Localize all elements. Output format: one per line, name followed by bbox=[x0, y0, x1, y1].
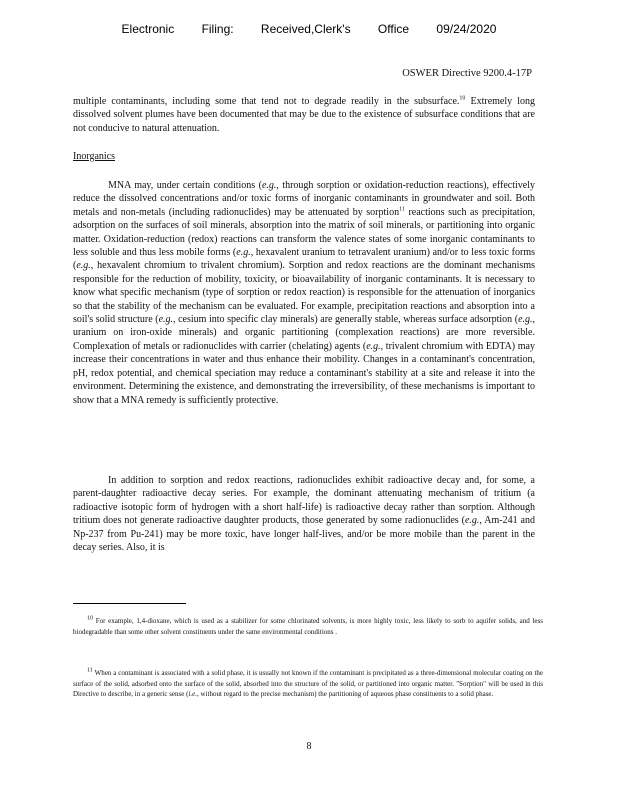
paragraph-text: reactions such as precipitation, adsorption on the surfaces of soil minerals, absorption into the matrix of soil minerals, or partitioning into organic matter. Oxidation-reduction (redox) reactions can transform the valence states of some inorganic contaminants to less soluble and thus less mobile forms ( bbox=[73, 206, 535, 259]
banner-word-received: Received,Clerk's bbox=[260, 22, 351, 36]
footnote-text: When a contaminant is associated with a solid phase, it is usually not known if the contaminant is precipitated as a three-dimensional molecular coating on the surface of the solid, adsorbed onto the surface of the solid, absorbed into the structure of the solid, or partitioned into organic matter. "Sorption" will be used in this Directive to describe, in a generic sense ( bbox=[73, 669, 543, 699]
eg-abbrev: e.g. bbox=[76, 260, 91, 272]
banner-word-filing: Filing: bbox=[201, 22, 234, 36]
footnote-10 bbox=[73, 616, 543, 637]
eg-abbrev: e.g. bbox=[518, 314, 533, 326]
eg-abbrev: e.g. bbox=[261, 180, 277, 191]
paragraph-text: , through sorption or oxidation-reduction reactions), effectively reduce the dissolved concentrations and/or toxic forms of inorganic contaminants in groundwater and soil. Both metals and non-metals (including radionuclides) may be attenuated by sorption bbox=[73, 180, 535, 218]
paragraph-text: multiple contaminants, including some that tend not to degrade readily in the subsurface. bbox=[73, 96, 460, 107]
directive-number: OSWER Directive 9200.4-17P bbox=[402, 68, 532, 79]
filing-banner bbox=[0, 22, 618, 36]
paragraph-radionuclides bbox=[73, 474, 535, 554]
footnote-text: , without regard to the precise mechanism) the partitioning of aqueous phase constituents to a solid phase. bbox=[197, 690, 494, 699]
footnote-ref-10[interactable]: 10 bbox=[459, 95, 466, 102]
footnote-text: For example, 1,4-dioxane, which is used as a stabilizer for some chlorinated solvents, is more highly toxic, less likely to sorb to aquifer solids, and less biodegradable than some other solvent constituents under the same environmental conditions . bbox=[73, 617, 543, 636]
banner-date: 09/24/2020 bbox=[436, 22, 497, 36]
paragraph-text: , hexavalent uranium to tetravalent uranium) and/or to less toxic forms ( bbox=[73, 247, 535, 272]
paragraph-text: , cesium into specific clay minerals) are generally stable, whereas surface adsorption ( bbox=[173, 314, 519, 326]
eg-abbrev: e.g. bbox=[366, 340, 381, 352]
footnote-separator bbox=[73, 603, 186, 604]
footnote-11 bbox=[73, 668, 543, 700]
banner-word-office: Office bbox=[377, 22, 410, 36]
paragraph-text: In addition to sorption and redox reactions, radionuclides exhibit radioactive decay and, for some, a parent-daughter radioactive decay series. For example, the dominant attenuating mechanism of tritium (a radioactive isotopic form of hydrogen with a short half-life) is radioactive decay rather than sorption. Although tritium does not generate radioactive daughter products, those generated by some radionuclides ( bbox=[73, 475, 535, 527]
banner-word-electronic: Electronic bbox=[121, 22, 175, 36]
eg-abbrev: e.g. bbox=[158, 314, 174, 326]
paragraph-text: , hexavalent chromium to trivalent chromium). Sorption and redox reactions are the dominant mechanisms responsible for the reduction of mobility, toxicity, or bioavailability of inorganic contaminants. It is necessary to know what specific mechanism (type of sorption or redox reaction) is responsible for the attenuation of inorganics so that the stability of the mechanism can be evaluated. For example, precipitation reactions and absorption into a soil's solid structure ( bbox=[73, 260, 535, 326]
paragraph-text: Extremely long dissolved solvent plumes have been documented that may be due to the existence of subsurface conditions that are not conducive to natural attenuation. bbox=[73, 96, 535, 134]
paragraph-mna bbox=[73, 179, 535, 407]
paragraph-text: MNA may, under certain conditions ( bbox=[108, 180, 262, 191]
eg-abbrev: e.g. bbox=[464, 515, 480, 527]
footnote-number: 11 bbox=[87, 667, 93, 674]
footnote-number: 10 bbox=[87, 615, 93, 622]
paragraph-text: , Am-241 and Np-237 from Pu-241) may be more toxic, have longer half-lives, and/or be more mobile than the parent in the decay series. Also, it is bbox=[73, 515, 535, 554]
paragraph-contaminants bbox=[73, 95, 535, 135]
eg-abbrev: e.g. bbox=[236, 247, 251, 259]
paragraph-text: , uranium on iron-oxide minerals) and organic partitioning (complexation reactions) are more reversible. Complexation of metals or radionuclides with carrier (chelating) agents ( bbox=[73, 314, 536, 352]
ie-abbrev: i.e. bbox=[188, 690, 198, 699]
section-heading-inorganics: Inorganics bbox=[73, 151, 116, 162]
paragraph-text: , trivalent chromium with EDTA) may increase their concentrations in water and thus enhance their mobility. Changes in a contaminant's concentration, pH, redox potential, and chemical speciation may reduce a contaminant's stability at a site and release it into the environment. Determining the existence, and demonstrating the irreversibility, of these mechanisms is important to show that a MNA remedy is sufficiently protective. bbox=[73, 340, 535, 406]
footnote-ref-11[interactable]: 11 bbox=[399, 206, 405, 213]
page-number: 8 bbox=[306, 741, 312, 752]
